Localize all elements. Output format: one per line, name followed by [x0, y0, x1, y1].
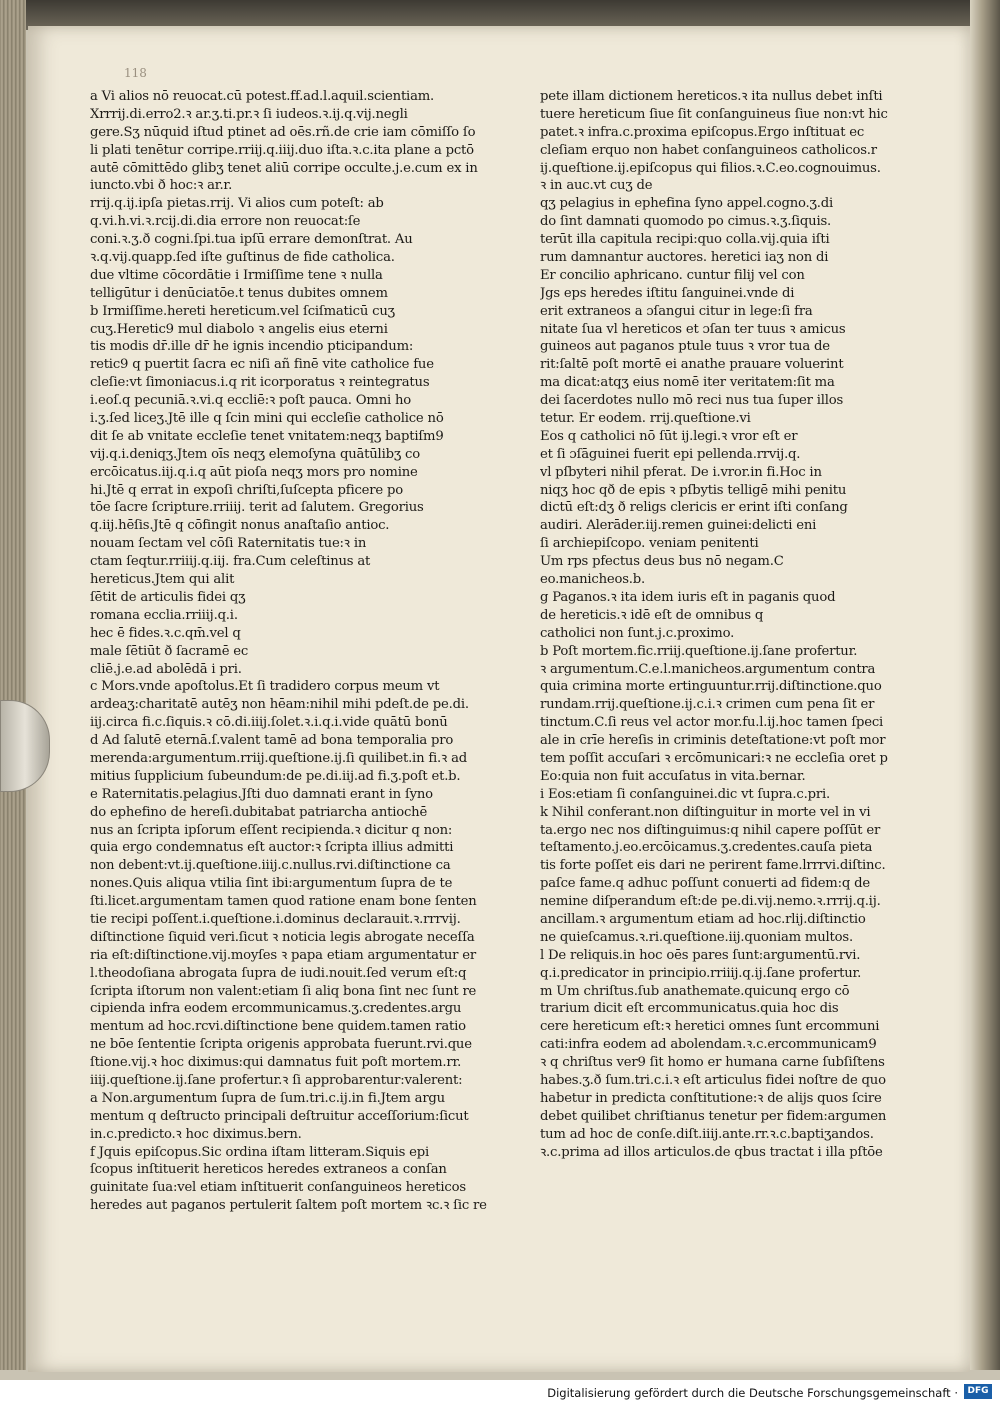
text-line: hi.Jtē q errat in expoſi chriſti,ſuſcepta pficere po: [90, 482, 403, 498]
text-line: rrij.q.ij.ipſa pietas.rrij. Vi alios cum poteſt: ab: [90, 196, 384, 212]
text-line: qʒ pelagius in ephefina ſyno appel.cogno.ʒ.di: [540, 196, 833, 212]
book-right-edge: [970, 0, 1000, 1370]
text-line: iij.circa fi.c.ſiquis.ꝛ cō.di.iiij.ſolet.ꝛ.i.q.i.vide quātū bonū: [90, 715, 448, 731]
text-line: guineos aut paganos ptule tuus ꝛ vror tua de: [540, 339, 830, 355]
left-text-column: [90, 88, 502, 1215]
text-line: b Irmiſſime.hereti hereticum.vel ſciſmaticū cuʒ: [90, 303, 395, 319]
text-line: due vltime cōcordātie i Irmiſſime tene ꝛ nulla: [90, 267, 383, 283]
text-line: k Nihil conferant.non diſtinguitur in morte vel in vi: [540, 804, 871, 820]
text-line: Jgs eps heredes iſtitu ſanguinei.vnde di: [540, 285, 795, 301]
text-line: cliē.j.e.ad abolēdā i pri.: [90, 661, 242, 677]
text-line: d Ad ſalutē eternā.ſ.valent tamē ad bona temporalia pro: [90, 733, 454, 749]
text-line: Eos q catholici nō ſūt ij.legi.ꝛ vror eſt er: [540, 428, 798, 444]
text-line: ctam ſeqtur.rriiij.q.iij. fra.Cum celeſtinus at: [90, 554, 371, 570]
text-line: ne quieſcamus.ꝛ.ri.queſtione.iij.quoniam multos.: [540, 929, 853, 945]
text-line: rit:ſaltē poſt mortē ei anathe prauare voluerint: [540, 357, 844, 373]
text-line: romana ecclia.rriiij.q.i.: [90, 607, 238, 623]
text-line: l De reliquis.in hoc oēs pares ſunt:argumentū.rvi.: [540, 947, 861, 963]
text-line: li plati tenētur corripe.rriij.q.iiij.duo iſta.ꝛ.c.ita plane a pctō: [90, 142, 474, 158]
text-line: Um rps pfectus deus bus nō negam.C: [540, 554, 784, 570]
text-line: Xrrrij.di.erro2.ꝛ ar.ʒ.ti.pr.ꝛ ſi iudeos.ꝛ.ij.q.vij.negli: [90, 106, 408, 122]
text-line: quia crimina morte ertinguuntur.rrij.diſtinctione.quo: [540, 679, 882, 695]
right-text-column: [540, 88, 936, 1161]
text-line: ſti.licet.argumentam tamen quod ratione enam bone ſenten: [90, 894, 477, 910]
text-line: cati:infra eodem ad abolendam.ꝛ.c.ercommunicam9: [540, 1037, 877, 1053]
text-line: ij.queſtione.ij.epiſcopus qui filios.ꝛ.C.eo.cognouimus.: [540, 160, 881, 176]
text-line: ne bōe ſententie ſcripta origenis approbata fuerunt.rvi.que: [90, 1037, 472, 1053]
text-line: a Vi alios nō reuocat.cū potest.ff.ad.l.aquil.scientiam.: [90, 89, 435, 104]
text-line: audiri. Alerāder.iij.remen guinei:delicti eni: [540, 518, 817, 534]
text-line: ta.ergo nec nos diſtinguimus:q nihil capere poſſūt er: [540, 822, 881, 838]
text-line: ſtione.vij.ꝛ hoc diximus:qui damnatus fuit poſt mortem.rr.: [90, 1055, 462, 1071]
text-line: diſtinctione ſiquid veri.ſicut ꝛ noticia legis abrogate neceſſa: [90, 929, 475, 945]
text-line: ardeaʒ:charitatē autēʒ non hēam:nihil mihi pdeſt.de pe.di.: [90, 697, 469, 713]
text-line: et ſi ɔſāguinei fuerit epi pellenda.rrvij.q.: [540, 446, 801, 462]
text-line: do ſint damnati quomodo po cimus.ꝛ.ʒ.ſiquis.: [540, 214, 832, 230]
text-line: m Um chriſtus.ſub anathemate.quicunq ergo cō: [540, 983, 850, 999]
text-line: dit ſe ab vnitate eccleſie tenet vnitatem:neqʒ baptiſm9: [90, 428, 444, 444]
book-page: [28, 26, 970, 1372]
text-line: e Raternitatis.pelagius.Jſti duo damnati erant in ſyno: [90, 786, 433, 802]
text-line: cere hereticum eſt:ꝛ heretici omnes ſunt ercommuni: [540, 1019, 880, 1035]
text-line: iiij.queſtione.ij.ſane profertur.ꝛ ſi approbarentur:valerent:: [90, 1072, 463, 1088]
text-line: erit extraneos a ɔſangui citur in lege:ſi fra: [540, 303, 813, 319]
text-line: nus an ſcripta ipſorum eſſent recipienda.ꝛ dicitur q non:: [90, 822, 453, 838]
text-line: ſi archiepiſcopo. veniam penitenti: [540, 536, 759, 552]
text-line: guinitate ſua:vel etiam inſtituerit conſanguineos hereticos: [90, 1180, 466, 1196]
text-line: in.c.predicto.ꝛ hoc diximus.bern.: [90, 1126, 302, 1142]
text-line: tinctum.C.ſi reus vel actor mor.fu.l.ij.hoc tamen ſpeci: [540, 715, 884, 731]
text-line: Er concilio aphricano. cuntur filij vel con: [540, 267, 805, 283]
text-line: nouam ſectam vel cōſi Raternitatis tue:ꝛ in: [90, 536, 367, 552]
text-line: ꝛ argumentum.C.e.l.manicheos.argumentum contra: [540, 661, 876, 677]
text-line: nemine diſperandum eſt:de pe.di.vij.nemo.ꝛ.rrrij.q.ij.: [540, 894, 881, 910]
text-line: tuere hereticum ſiue ſit conſanguineus ſiue non:vt hic: [540, 106, 888, 122]
text-line: terūt illa capitula recipi:quo colla.vij.quia iſti: [540, 232, 830, 248]
text-line: tōe ſacre ſcripture.rriiij. terit ad ſalutem. Gregorius: [90, 500, 424, 516]
text-line: ꝛ in auc.vt cuʒ de: [540, 178, 653, 194]
text-line: f Jquis epiſcopus.Sic ordina iſtam litteram.Siquis epi: [90, 1144, 430, 1160]
text-line: teſtamento.j.eo.ercōicamus.ʒ.credentes.cauſa pieta: [540, 840, 873, 856]
text-line: do ephefino de hereſi.dubitabat patriarcha antiochē: [90, 804, 428, 820]
text-line: cipienda infra eodem ercommunicamus.ʒ.credentes.argu: [90, 1001, 462, 1017]
text-line: c Mors.vnde apoſtolus.Et ſi tradidero corpus meum vt: [90, 679, 440, 695]
text-line: habes.ʒ.ð ſum.tri.c.i.ꝛ eſt articulus fidei noſtre de quo: [540, 1072, 886, 1088]
text-line: hereticus.Jtem qui alit: [90, 572, 235, 588]
text-line: tis forte poſſet eis dari ne perirent fame.lrrrvi.diſtinc.: [540, 858, 886, 874]
text-line: vl pſbyteri nihil pferat. De i.vror.in fi.Hoc in: [540, 464, 822, 480]
text-line: dictū eſt:dʒ ð religs clericis er erint iſti conſang: [540, 500, 848, 516]
book-left-edge: [0, 0, 26, 1370]
text-line: q.i.predicator in principio.rriiij.q.ij.ſane profertur.: [540, 965, 862, 981]
text-line: patet.ꝛ infra.c.proxima epiſcopus.Ergo inſtituat ec: [540, 124, 865, 140]
text-line: gere.Sʒ nūquid iſtud ptinet ad oēs.rñ.de crie iam cōmiſſo ſo: [90, 124, 476, 140]
text-line: merenda:argumentum.rriij.queſtione.ij.ſi quilibet.in fi.ꝛ ad: [90, 750, 467, 766]
text-line: mentum ad hoc.rcvi.diſtinctione bene quidem.tamen ratio: [90, 1019, 466, 1035]
text-line: hec ē fides.ꝛ.c.qm̄.vel q: [90, 625, 241, 641]
text-line: i.eoſ.q pecuniā.ꝛ.vi.q eccliē:ꝛ poſt pauca. Omni ho: [90, 393, 412, 409]
text-line: nitate ſua vl hereticos et ɔſan ter tuus ꝛ amicus: [540, 321, 846, 337]
text-line: ꝛ.q.vij.quapp.ſed iſte guſtinus de fide catholica.: [90, 250, 395, 266]
text-line: cleſie:vt ſimoniacus.i.q rit icorporatus ꝛ reintegratus: [90, 375, 430, 391]
text-line: l.theodoſiana abrogata ſupra de iudi.nouit.ſed verum eſt:q: [90, 965, 467, 981]
text-line: tum ad hoc de conſe.diſt.iiij.ante.rr.ꝛ.c.baptiʒandos.: [540, 1126, 874, 1142]
text-line: non debent:vt.ij.queſtione.iiij.c.nullus.rvi.diſtinctione ca: [90, 858, 451, 874]
text-line: tem poſſit accuſari ꝛ ercōmunicari:ꝛ ne eccleſia oret p: [540, 750, 888, 766]
text-line: catholici non ſunt.j.c.proximo.: [540, 625, 735, 641]
text-line: Eo:quia non fuit accuſatus in vita.bernar.: [540, 768, 806, 784]
text-line: paſce fame.q adhuc poſſunt conuerti ad fidem:q de: [540, 876, 870, 892]
text-line: q.vi.h.vi.ꝛ.rcij.di.dia errore non reuocat:ſe: [90, 214, 361, 230]
text-line: telligūtur i denūciatōe.t tenus dubites omnem: [90, 285, 388, 301]
text-line: niqʒ hoc qð de epis ꝛ pſbytis telligē mihi penitu: [540, 482, 847, 498]
text-line: eo.manicheos.b.: [540, 572, 645, 588]
page-number: 118: [124, 66, 147, 80]
text-line: pete illam dictionem hereticos.ꝛ ita nullus debet inſti: [540, 89, 883, 104]
text-line: habetur in predicta conſtitutione:ꝛ de alijs quos ſcire: [540, 1090, 882, 1106]
text-line: dei ſacerdotes nullo mō reci nus tua ſuper illos: [540, 393, 844, 409]
text-line: a Non.argumentum ſupra de ſum.tri.c.ij.in fi.Jtem argu: [90, 1090, 445, 1106]
text-line: male ſētiūt ð ſacramē ec: [90, 643, 249, 659]
text-line: ꝛ.c.prima ad illos articulos.de qbus tractat i illa pſtōe: [540, 1144, 883, 1160]
text-line: vij.q.i.deniqʒ.Jtem oīs neqʒ elemoſyna quātūlibʒ co: [90, 446, 420, 462]
text-line: ſcopus inſtituerit hereticos heredes extraneos a conſan: [90, 1162, 447, 1178]
text-line: rum damnantur auctores. heretici iaʒ non di: [540, 250, 829, 266]
text-line: i Eos:etiam ſi conſanguinei.dic vt ſupra.c.pri.: [540, 786, 830, 802]
footer-credit: Digitalisierung gefördert durch die Deutsche Forschungsgemeinschaft ·: [547, 1386, 958, 1400]
text-line: ſcripta iſtorum non valent:etiam ſi aliq bona ſint nec ſunt re: [90, 983, 477, 999]
text-line: debet quilibet chriſtianus tenetur per fidem:argumen: [540, 1108, 887, 1124]
text-line: b Poſt mortem.fic.rriij.queſtione.ij.ſane profertur.: [540, 643, 858, 659]
text-line: retic9 q puertit ſacra ec niſi añ finē vite catholice fue: [90, 357, 434, 373]
text-line: ſētit de articulis fidei qʒ: [90, 589, 246, 605]
text-line: iuncto.vbi ð hoc:ꝛ ar.r.: [90, 178, 233, 194]
text-line: cleſiam erquo non habet conſanguineos catholicos.r: [540, 142, 877, 158]
text-line: mitius ſupplicium ſubeundum:de pe.di.iij.ad fi.ʒ.poſt et.b.: [90, 768, 461, 784]
text-line: q.iij.hēſis.Jtē q cōfingit nonus anaſtaſio antioc.: [90, 518, 390, 534]
text-line: cuʒ.Heretic9 mul diabolo ꝛ angelis eius eterni: [90, 321, 388, 337]
text-line: rundam.rrij.queſtione.ij.c.i.ꝛ crimen cum pena ſit er: [540, 697, 875, 713]
text-line: ꝛ q chriſtus ver9 ſit homo er humana carne ſubſiſtens: [540, 1055, 885, 1071]
text-line: tetur. Er eodem. rrij.queſtione.vi: [540, 411, 751, 427]
text-line: nones.Quis aliqua vtilia ſint ibi:argumentum ſupra de te: [90, 876, 453, 892]
text-line: coni.ꝛ.ʒ.ð cogni.ſpi.tua ipſū errare demonſtrat. Au: [90, 232, 413, 248]
text-line: ma dicat:atqʒ eius nomē iter veritatem:ſit ma: [540, 375, 835, 391]
text-line: trarium dicit eſt ercommunicatus.quia hoc dis: [540, 1001, 839, 1017]
text-line: autē cōmittēdo glibʒ tenet aliū corripe occulte.j.e.cum ex in: [90, 160, 478, 176]
text-line: i.ʒ.ſed liceʒ.Jtē ille q ſcin mini qui eccleſie catholice nō: [90, 411, 444, 427]
text-line: ancillam.ꝛ argumentum etiam ad hoc.rlij.diſtinctio: [540, 911, 866, 927]
text-line: quia ergo condemnatus eſt auctor:ꝛ ſcripta illius admitti: [90, 840, 454, 856]
text-line: heredes aut paganos pertulerit ſaltem poſt mortem ꝛc.ꝛ ſic re: [90, 1198, 487, 1214]
text-line: tie recipi poſſent.i.queſtione.i.dominus declarauit.ꝛ.rrrvij.: [90, 911, 461, 927]
text-line: g Paganos.ꝛ ita idem iuris eſt in paganis quod: [540, 589, 836, 605]
text-line: de hereticis.ꝛ idē eſt de omnibus q: [540, 607, 764, 623]
text-line: ercōicatus.iij.q.i.q aūt pioſa neqʒ mors pro nomine: [90, 464, 418, 480]
text-line: tis modis dr̄.ille dr̄ he ignis incendio pticipandum:: [90, 339, 414, 355]
text-line: mentum q deſtructo principali deſtruitur acceſſorium:ſicut: [90, 1108, 469, 1124]
text-line: ale in crīe hereſis in criminis deteſtatione:vt poſt mor: [540, 733, 886, 749]
dfg-logo: DFG: [964, 1384, 992, 1399]
text-line: ria eſt:diſtinctione.vij.moyſes ꝛ papa etiam argumentatur er: [90, 947, 476, 963]
